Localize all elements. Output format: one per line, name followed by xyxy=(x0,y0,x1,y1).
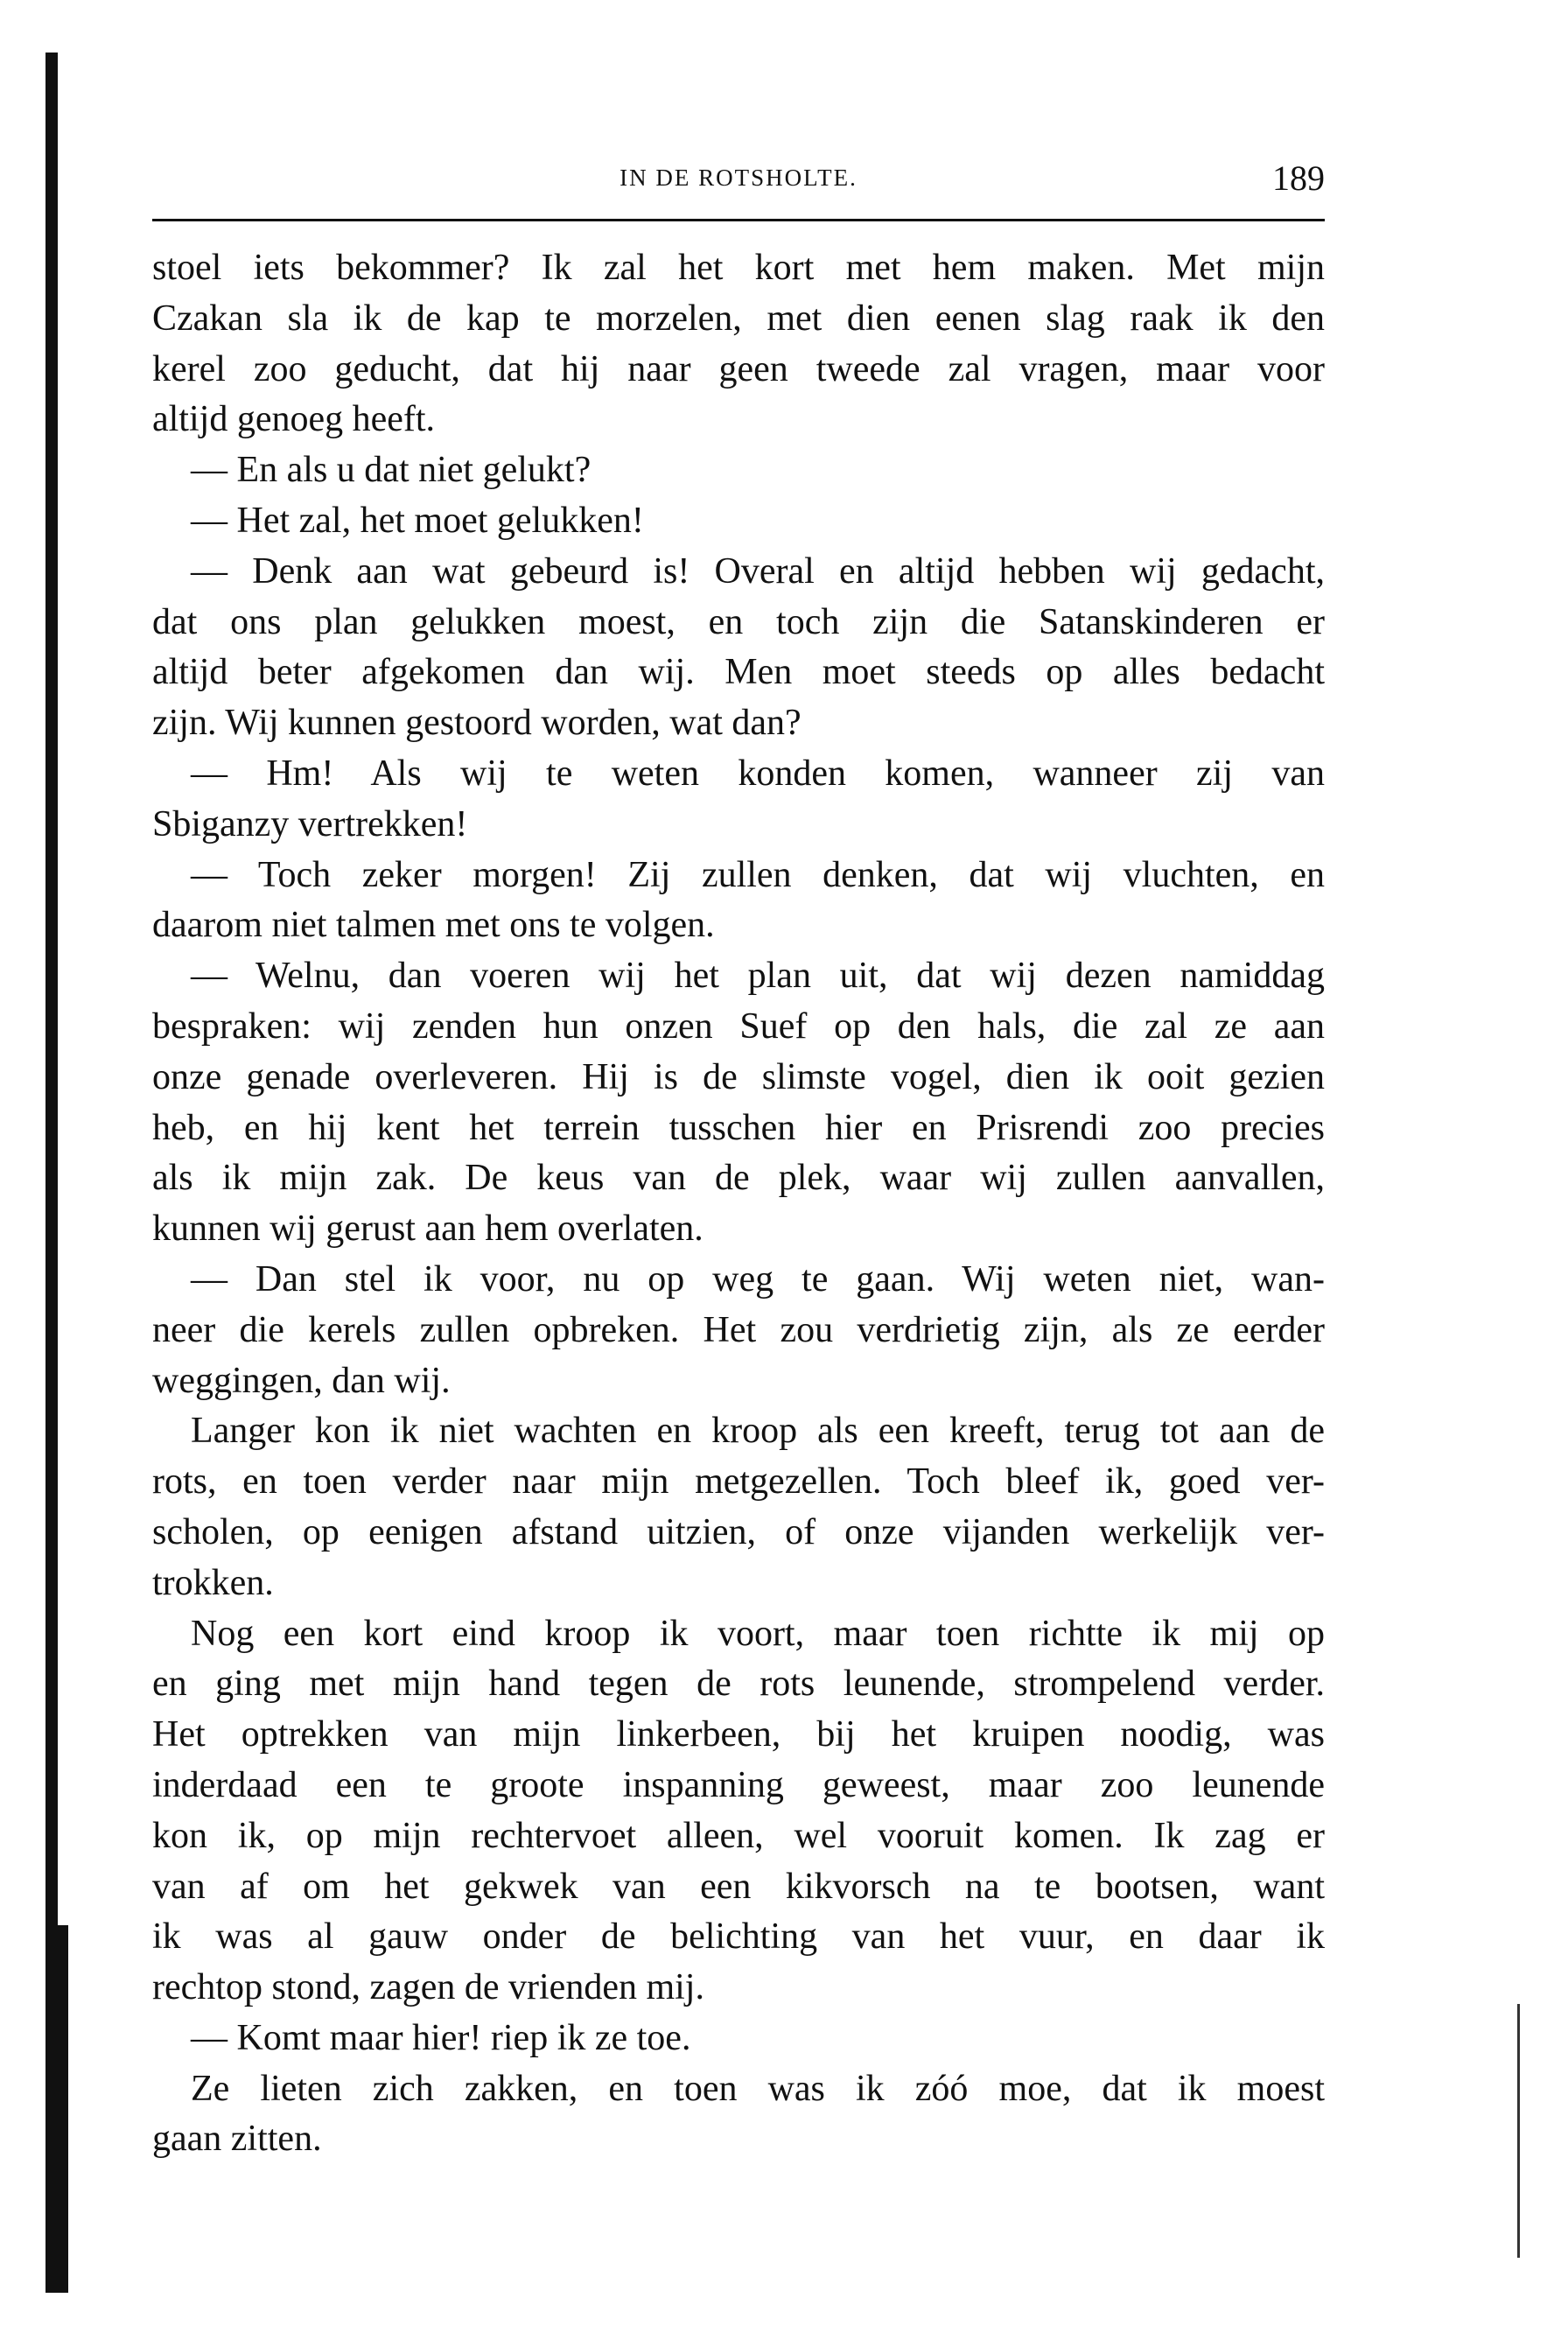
text-line: rots, en toen verder naar mijn metgezellen. Toch bleef ik, goed ver- xyxy=(152,1461,1325,1503)
paragraph xyxy=(152,2014,1325,2064)
page-number: 189 xyxy=(1272,158,1325,198)
paragraph xyxy=(152,547,1325,749)
text-line: van af om het gekwek van een kikvorsch na te bootsen, want xyxy=(152,1866,1325,1907)
page-header xyxy=(152,158,1325,210)
page-body xyxy=(152,243,1325,2165)
paragraph xyxy=(152,496,1325,547)
header-rule xyxy=(152,219,1325,221)
text-line: — Komt maar hier! riep ik ze toe. xyxy=(191,2017,691,2058)
text-line: — Dan stel ik voor, nu op weg te gaan. Wij weten niet, wan- xyxy=(191,1258,1325,1300)
text-line: — Welnu, dan voeren wij het plan uit, dat wij dezen namiddag xyxy=(191,956,1325,997)
book-binding-shadow xyxy=(52,1925,68,2293)
text-line: trokken. xyxy=(152,1562,274,1603)
text-line: Ze lieten zich zakken, en toen was ik zóó moe, dat ik moest xyxy=(191,2068,1325,2109)
paragraph xyxy=(152,1609,1325,2014)
text-line: Het optrekken van mijn linkerbeen, bij het kruipen noodig, was xyxy=(152,1714,1325,1755)
text-line: weggingen, dan wij. xyxy=(152,1360,451,1401)
text-line: stoel iets bekommer? Ik zal het kort met hem maken. Met mijn xyxy=(152,248,1325,288)
text-line: kunnen wij gerust aan hem overlaten. xyxy=(152,1209,704,1250)
text-line: als ik mijn zak. De keus van de plek, waar wij zullen aanvallen, xyxy=(152,1158,1325,1199)
running-title: IN DE ROTSHOLTE. xyxy=(620,165,858,191)
scan-edge-line xyxy=(1517,2004,1520,2258)
text-line: — Het zal, het moet gelukken! xyxy=(191,500,644,541)
text-line: dat ons plan gelukken moest, en toch zijn die Satanskinderen er xyxy=(152,601,1325,642)
text-line: altijd beter afgekomen dan wij. Men moet steeds op alles bedacht xyxy=(152,652,1325,693)
text-line: daarom niet talmen met ons te volgen. xyxy=(152,905,715,946)
paragraph xyxy=(152,1406,1325,1608)
paragraph xyxy=(152,243,1325,445)
text-line: Langer kon ik niet wachten en kroop als een kreeft, terug tot aan de xyxy=(191,1411,1325,1452)
paragraph xyxy=(152,951,1325,1255)
text-line: rechtop stond, zagen de vrienden mij. xyxy=(152,1967,704,2008)
paragraph xyxy=(152,749,1325,851)
text-line: Nog een kort eind kroop ik voort, maar toen richtte ik mij op xyxy=(191,1613,1325,1654)
text-line: kon ik, op mijn rechtervoet alleen, wel vooruit komen. Ik zag er xyxy=(152,1815,1325,1856)
paragraph xyxy=(152,1255,1325,1406)
text-line: Sbiganzy vertrekken! xyxy=(152,803,468,844)
text-line: Czakan sla ik de kap te morzelen, met dien eenen slag raak ik den xyxy=(152,298,1325,339)
text-line: bespraken: wij zenden hun onzen Suef op den hals, die zal ze aan xyxy=(152,1005,1325,1047)
text-line: — Denk aan wat gebeurd is! Overal en altijd hebben wij gedacht, xyxy=(191,550,1325,592)
text-line: zijn. Wij kunnen gestoord worden, wat dan? xyxy=(152,703,802,744)
text-line: — Hm! Als wij te weten konden komen, wanneer zij van xyxy=(191,753,1325,794)
text-line: inderdaad een te groote inspanning geweest, maar zoo leunende xyxy=(152,1764,1325,1805)
text-line: scholen, op eenigen afstand uitzien, of onze vijanden werkelijk ver- xyxy=(152,1511,1325,1552)
text-line: ik was al gauw onder de belichting van het vuur, en daar ik xyxy=(152,1916,1325,1958)
paragraph xyxy=(152,2064,1325,2166)
text-line: heb, en hij kent het terrein tusschen hier en Prisrendi zoo precies xyxy=(152,1107,1325,1148)
paragraph xyxy=(152,445,1325,496)
text-line: kerel zoo geducht, dat hij naar geen tweede zal vragen, maar voor xyxy=(152,348,1325,389)
text-line: gaan zitten. xyxy=(152,2119,322,2160)
text-line: altijd genoeg heeft. xyxy=(152,399,436,440)
text-line: — Toch zeker morgen! Zij zullen denken, dat wij vluchten, en xyxy=(191,854,1325,895)
text-line: — En als u dat niet gelukt? xyxy=(191,450,592,491)
text-line: en ging met mijn hand tegen de rots leunende, strompelend verder. xyxy=(152,1664,1325,1705)
paragraph xyxy=(152,851,1325,952)
text-line: neer die kerels zullen opbreken. Het zou verdrietig zijn, als ze eerder xyxy=(152,1309,1325,1350)
text-line: onze genade overleveren. Hij is de slimste vogel, dien ik ooit gezien xyxy=(152,1056,1325,1097)
